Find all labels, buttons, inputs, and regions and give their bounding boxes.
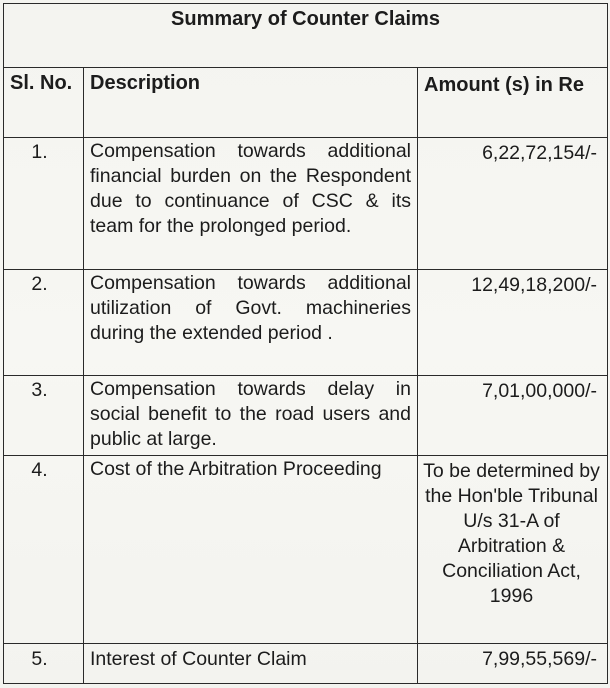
row-description: Compensation towards additional financial burden on the Respondent due to continuance of CSC & its team for the prolonged period. bbox=[84, 138, 418, 270]
row-sl-no: 2. bbox=[4, 270, 84, 376]
table-row bbox=[4, 270, 608, 376]
table-title: Summary of Counter Claims bbox=[4, 4, 608, 68]
table-row bbox=[4, 456, 608, 644]
counter-claims-table bbox=[3, 3, 608, 684]
table-row bbox=[4, 138, 608, 270]
row-amount: 6,22,72,154/- bbox=[418, 138, 608, 270]
row-sl-no: 4. bbox=[4, 456, 84, 644]
header-row bbox=[4, 68, 608, 138]
row-amount: To be determined by the Hon'ble Tribunal U/s 31-A of Arbitration & Conciliation Act, 1996 bbox=[418, 456, 608, 644]
header-description: Description bbox=[84, 68, 418, 138]
table-row bbox=[4, 376, 608, 456]
row-description: Cost of the Arbitration Proceeding bbox=[84, 456, 418, 644]
row-sl-no: 5. bbox=[4, 644, 84, 684]
row-sl-no: 3. bbox=[4, 376, 84, 456]
row-description: Compensation towards delay in social benefit to the road users and public at large. bbox=[84, 376, 418, 456]
table-row bbox=[4, 644, 608, 684]
header-sl-no: Sl. No. bbox=[4, 68, 84, 138]
header-amount: Amount (s) in Re bbox=[418, 68, 608, 138]
row-amount: 7,01,00,000/- bbox=[418, 376, 608, 456]
row-sl-no: 1. bbox=[4, 138, 84, 270]
title-row bbox=[4, 4, 608, 68]
row-amount: 7,99,55,569/- bbox=[418, 644, 608, 684]
row-amount: 12,49,18,200/- bbox=[418, 270, 608, 376]
row-description: Compensation towards additional utilization of Govt. machineries during the extended period . bbox=[84, 270, 418, 376]
row-description: Interest of Counter Claim bbox=[84, 644, 418, 684]
